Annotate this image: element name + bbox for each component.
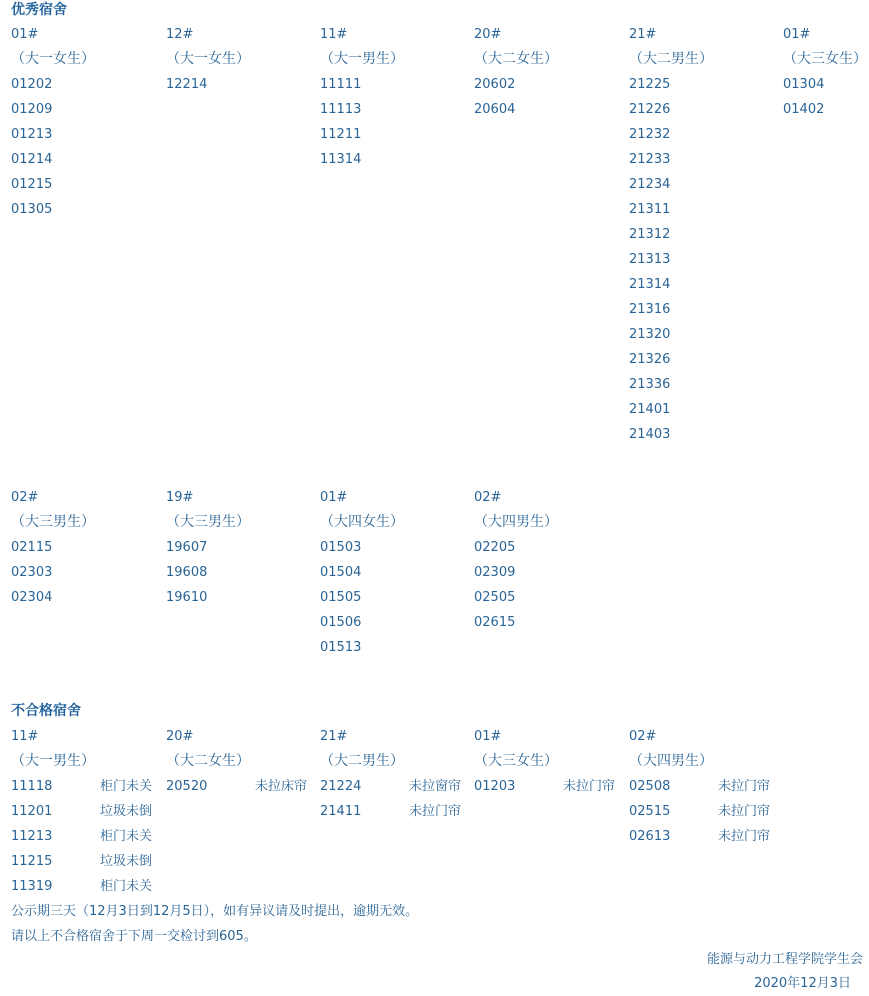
room-number: 02615 (474, 615, 516, 630)
room-number: 12214 (166, 77, 208, 92)
category-label: （大二女生） (166, 753, 250, 769)
room-number: 01305 (11, 202, 53, 217)
room-number: 21225 (629, 77, 671, 92)
excellent-group (166, 22, 316, 97)
room-number: 21224 (320, 779, 362, 794)
room-number: 01202 (11, 77, 53, 92)
building-label: 02# (11, 490, 39, 505)
room-number: 21313 (629, 252, 671, 267)
unqualified-group (166, 724, 316, 799)
excellent-group (11, 22, 161, 222)
excellent-group (320, 485, 470, 660)
excellent-group (11, 485, 161, 610)
building-label: 01# (474, 729, 502, 744)
room-number: 20520 (166, 779, 208, 794)
category-label: （大四男生） (474, 514, 558, 530)
category-label: （大一男生） (320, 51, 404, 67)
violation-reason: 未拉门帘 (718, 779, 771, 794)
room-number: 02515 (629, 804, 671, 819)
room-number: 21312 (629, 227, 671, 242)
unqualified-row (11, 774, 161, 799)
building-label: 11# (11, 729, 39, 744)
unqualified-row (629, 799, 779, 824)
category-label: （大四男生） (629, 753, 713, 769)
room-number: 21320 (629, 327, 671, 342)
room-number: 11201 (11, 804, 53, 819)
unqualified-row (166, 774, 316, 799)
violation-reason: 未拉门帘 (563, 779, 616, 794)
room-number: 11319 (11, 879, 53, 894)
room-number: 02309 (474, 565, 516, 580)
building-label: 20# (166, 729, 194, 744)
violation-reason: 未拉门帘 (718, 829, 771, 844)
room-number: 11213 (11, 829, 53, 844)
room-number: 01505 (320, 590, 362, 605)
unqualified-row (320, 799, 470, 824)
violation-reason: 未拉窗帘 (409, 779, 462, 794)
room-number: 21316 (629, 302, 671, 317)
building-label: 02# (474, 490, 502, 505)
room-number: 21314 (629, 277, 671, 292)
violation-reason: 柜门未关 (100, 879, 153, 894)
room-number: 02508 (629, 779, 671, 794)
building-label: 11# (320, 27, 348, 42)
room-number: 19610 (166, 590, 208, 605)
room-number: 21226 (629, 102, 671, 117)
room-number: 20604 (474, 102, 516, 117)
room-number: 20602 (474, 77, 516, 92)
building-label: 21# (629, 27, 657, 42)
violation-reason: 未拉门帘 (718, 804, 771, 819)
unqualified-row (474, 774, 624, 799)
signature-date: 2020年12月3日 (754, 976, 851, 991)
unqualified-row (11, 874, 161, 899)
room-number: 02304 (11, 590, 53, 605)
violation-reason: 未拉门帘 (409, 804, 462, 819)
category-label: （大二女生） (474, 51, 558, 67)
room-number: 21234 (629, 177, 671, 192)
excellent-group (166, 485, 316, 610)
unqualified-group (629, 724, 779, 849)
violation-reason: 未拉床帘 (255, 779, 308, 794)
room-number: 11314 (320, 152, 362, 167)
room-number: 02505 (474, 590, 516, 605)
room-number: 11215 (11, 854, 53, 869)
unqualified-group (320, 724, 470, 824)
room-number: 21232 (629, 127, 671, 142)
room-number: 11211 (320, 127, 362, 142)
notice-instruction: 请以上不合格宿舍于下周一交检讨到605。 (11, 929, 257, 944)
room-number: 01402 (783, 102, 825, 117)
category-label: （大三男生） (166, 514, 250, 530)
category-label: （大二男生） (320, 753, 404, 769)
excellent-group (783, 22, 867, 122)
unqualified-row (629, 824, 779, 849)
excellent-section-title: 优秀宿舍 (11, 2, 67, 18)
signature-org: 能源与动力工程学院学生会 (706, 952, 863, 967)
room-number: 21401 (629, 402, 671, 417)
room-number: 01214 (11, 152, 53, 167)
building-label: 21# (320, 729, 348, 744)
violation-reason: 垃圾未倒 (100, 854, 153, 869)
unqualified-row (11, 824, 161, 849)
violation-reason: 柜门未关 (100, 829, 153, 844)
unqualified-group (474, 724, 624, 799)
unqualified-row (629, 774, 779, 799)
room-number: 01215 (11, 177, 53, 192)
excellent-group (474, 485, 624, 635)
category-label: （大三女生） (474, 753, 558, 769)
room-number: 21411 (320, 804, 362, 819)
excellent-group (320, 22, 470, 172)
category-label: （大四女生） (320, 514, 404, 530)
category-label: （大一女生） (166, 51, 250, 67)
room-number: 02205 (474, 540, 516, 555)
unqualified-row (320, 774, 470, 799)
building-label: 20# (474, 27, 502, 42)
room-number: 01506 (320, 615, 362, 630)
room-number: 11113 (320, 102, 362, 117)
unqualified-group (11, 724, 161, 899)
room-number: 21233 (629, 152, 671, 167)
violation-reason: 柜门未关 (100, 779, 153, 794)
room-number: 21326 (629, 352, 671, 367)
room-number: 19608 (166, 565, 208, 580)
room-number: 02115 (11, 540, 53, 555)
room-number: 01203 (474, 779, 516, 794)
building-label: 01# (783, 27, 811, 42)
category-label: （大一男生） (11, 753, 95, 769)
room-number: 01513 (320, 640, 362, 655)
building-label: 02# (629, 729, 657, 744)
building-label: 01# (11, 27, 39, 42)
category-label: （大一女生） (11, 51, 95, 67)
room-number: 01209 (11, 102, 53, 117)
room-number: 19607 (166, 540, 208, 555)
building-label: 01# (320, 490, 348, 505)
building-label: 19# (166, 490, 194, 505)
room-number: 21336 (629, 377, 671, 392)
unqualified-section-title: 不合格宿舍 (11, 703, 81, 719)
room-number: 01213 (11, 127, 53, 142)
room-number: 01503 (320, 540, 362, 555)
room-number: 01304 (783, 77, 825, 92)
category-label: （大三男生） (11, 514, 95, 530)
category-label: （大三女生） (783, 51, 867, 67)
unqualified-row (11, 799, 161, 824)
room-number: 21403 (629, 427, 671, 442)
room-number: 21311 (629, 202, 671, 217)
excellent-group (474, 22, 624, 122)
notice-period: 公示期三天（12月3日到12月5日），如有异议请及时提出，逾期无效。 (11, 904, 419, 919)
room-number: 11111 (320, 77, 362, 92)
room-number: 02303 (11, 565, 53, 580)
unqualified-row (11, 849, 161, 874)
violation-reason: 垃圾未倒 (100, 804, 153, 819)
category-label: （大二男生） (629, 51, 713, 67)
building-label: 12# (166, 27, 194, 42)
excellent-group (629, 22, 779, 447)
room-number: 11118 (11, 779, 53, 794)
room-number: 02613 (629, 829, 671, 844)
room-number: 01504 (320, 565, 362, 580)
